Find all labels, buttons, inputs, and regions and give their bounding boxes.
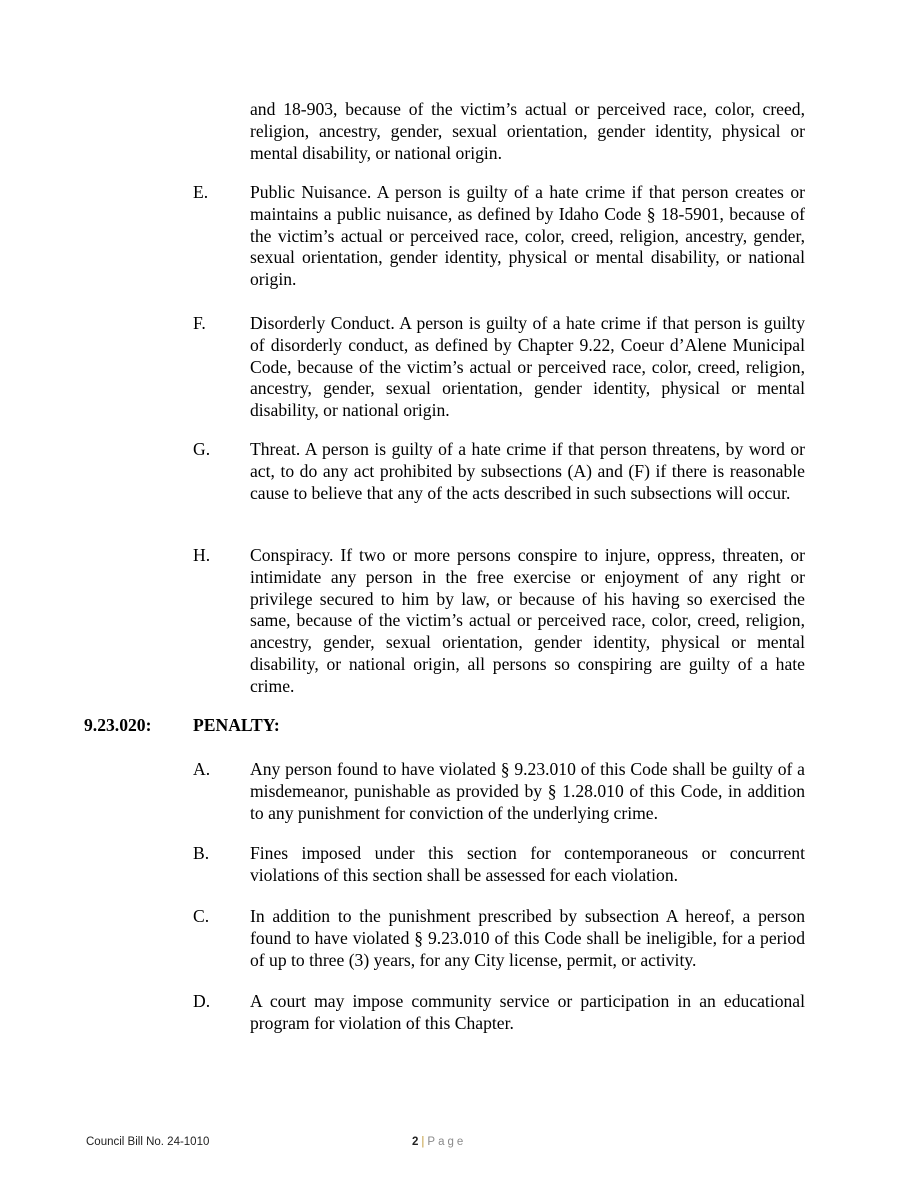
paragraph-h-conspiracy: Conspiracy. If two or more persons conspire to injure, oppress, threaten, or intimidate any person in the free exercise or enjoyment of any right or privilege secured to him by law, or because of his having so exercised the same, because of the victim’s actual or perceived race, color, creed, religion, ancestry, gender, sexual orientation, gender identity, physical or mental disability, or national origin, all persons so conspiring are guilty of a hate crime. [250,545,805,696]
footer-page-word: Page [427,1136,467,1148]
penalty-item-a: Any person found to have violated § 9.23.010 of this Code shall be guilty of a misdemeanor, punishable as provided by § 1.28.010 of this Code, in addition to any punishment for conviction of the underlying crime. [250,759,805,823]
footer-page-indicator [412,1136,466,1148]
penalty-letter-a: A. [193,759,211,779]
paragraph-letter-e: E. [193,182,209,202]
paragraph-letter-f: F. [193,313,206,333]
penalty-letter-c: C. [193,906,210,926]
penalty-item-c: In addition to the punishment prescribed by subsection A hereof, a person found to have violated § 9.23.010 of this Code shall be ineligible, for a period of up to three (3) years, for any City license, permit, or activity. [250,906,805,970]
penalty-letter-b: B. [193,843,210,863]
paragraph-f-disorderly-conduct: Disorderly Conduct. A person is guilty of a hate crime if that person is guilty of disorderly conduct, as defined by Chapter 9.22, Coeur d’Alene Municipal Code, because of the victim’s actual or perceived race, color, creed, religion, ancestry, gender, sexual orientation, gender identity, physical or mental disability, or national origin. [250,313,805,421]
paragraph-e-public-nuisance: Public Nuisance. A person is guilty of a hate crime if that person creates or maintains a public nuisance, as defined by Idaho Code § 18-5901, because of the victim’s actual or perceived race, color, creed, religion, ancestry, gender, sexual orientation, gender identity, physical or mental disability, or national origin. [250,182,805,290]
paragraph-d-continued: and 18-903, because of the victim’s actual or perceived race, color, creed, religion, ancestry, gender, sexual orientation, gender identity, physical or mental disability, or national origin. [250,99,805,163]
paragraph-g-threat: Threat. A person is guilty of a hate crime if that person threatens, by word or act, to do any act prohibited by subsections (A) and (F) if there is reasonable cause to believe that any of the acts described in such subsections will occur. [250,439,805,503]
footer-page-number: 2 [412,1136,419,1148]
paragraph-letter-g: G. [193,439,211,459]
section-title: PENALTY: [193,715,280,735]
paragraph-letter-h: H. [193,545,211,565]
section-number: 9.23.020: [84,715,152,735]
penalty-letter-d: D. [193,991,211,1011]
footer-bill-number: Council Bill No. 24-1010 [86,1136,210,1148]
penalty-item-d: A court may impose community service or participation in an educational program for violation of this Chapter. [250,991,805,1033]
footer-separator: | [421,1136,425,1148]
penalty-item-b: Fines imposed under this section for contemporaneous or concurrent violations of this section shall be assessed for each violation. [250,843,805,885]
